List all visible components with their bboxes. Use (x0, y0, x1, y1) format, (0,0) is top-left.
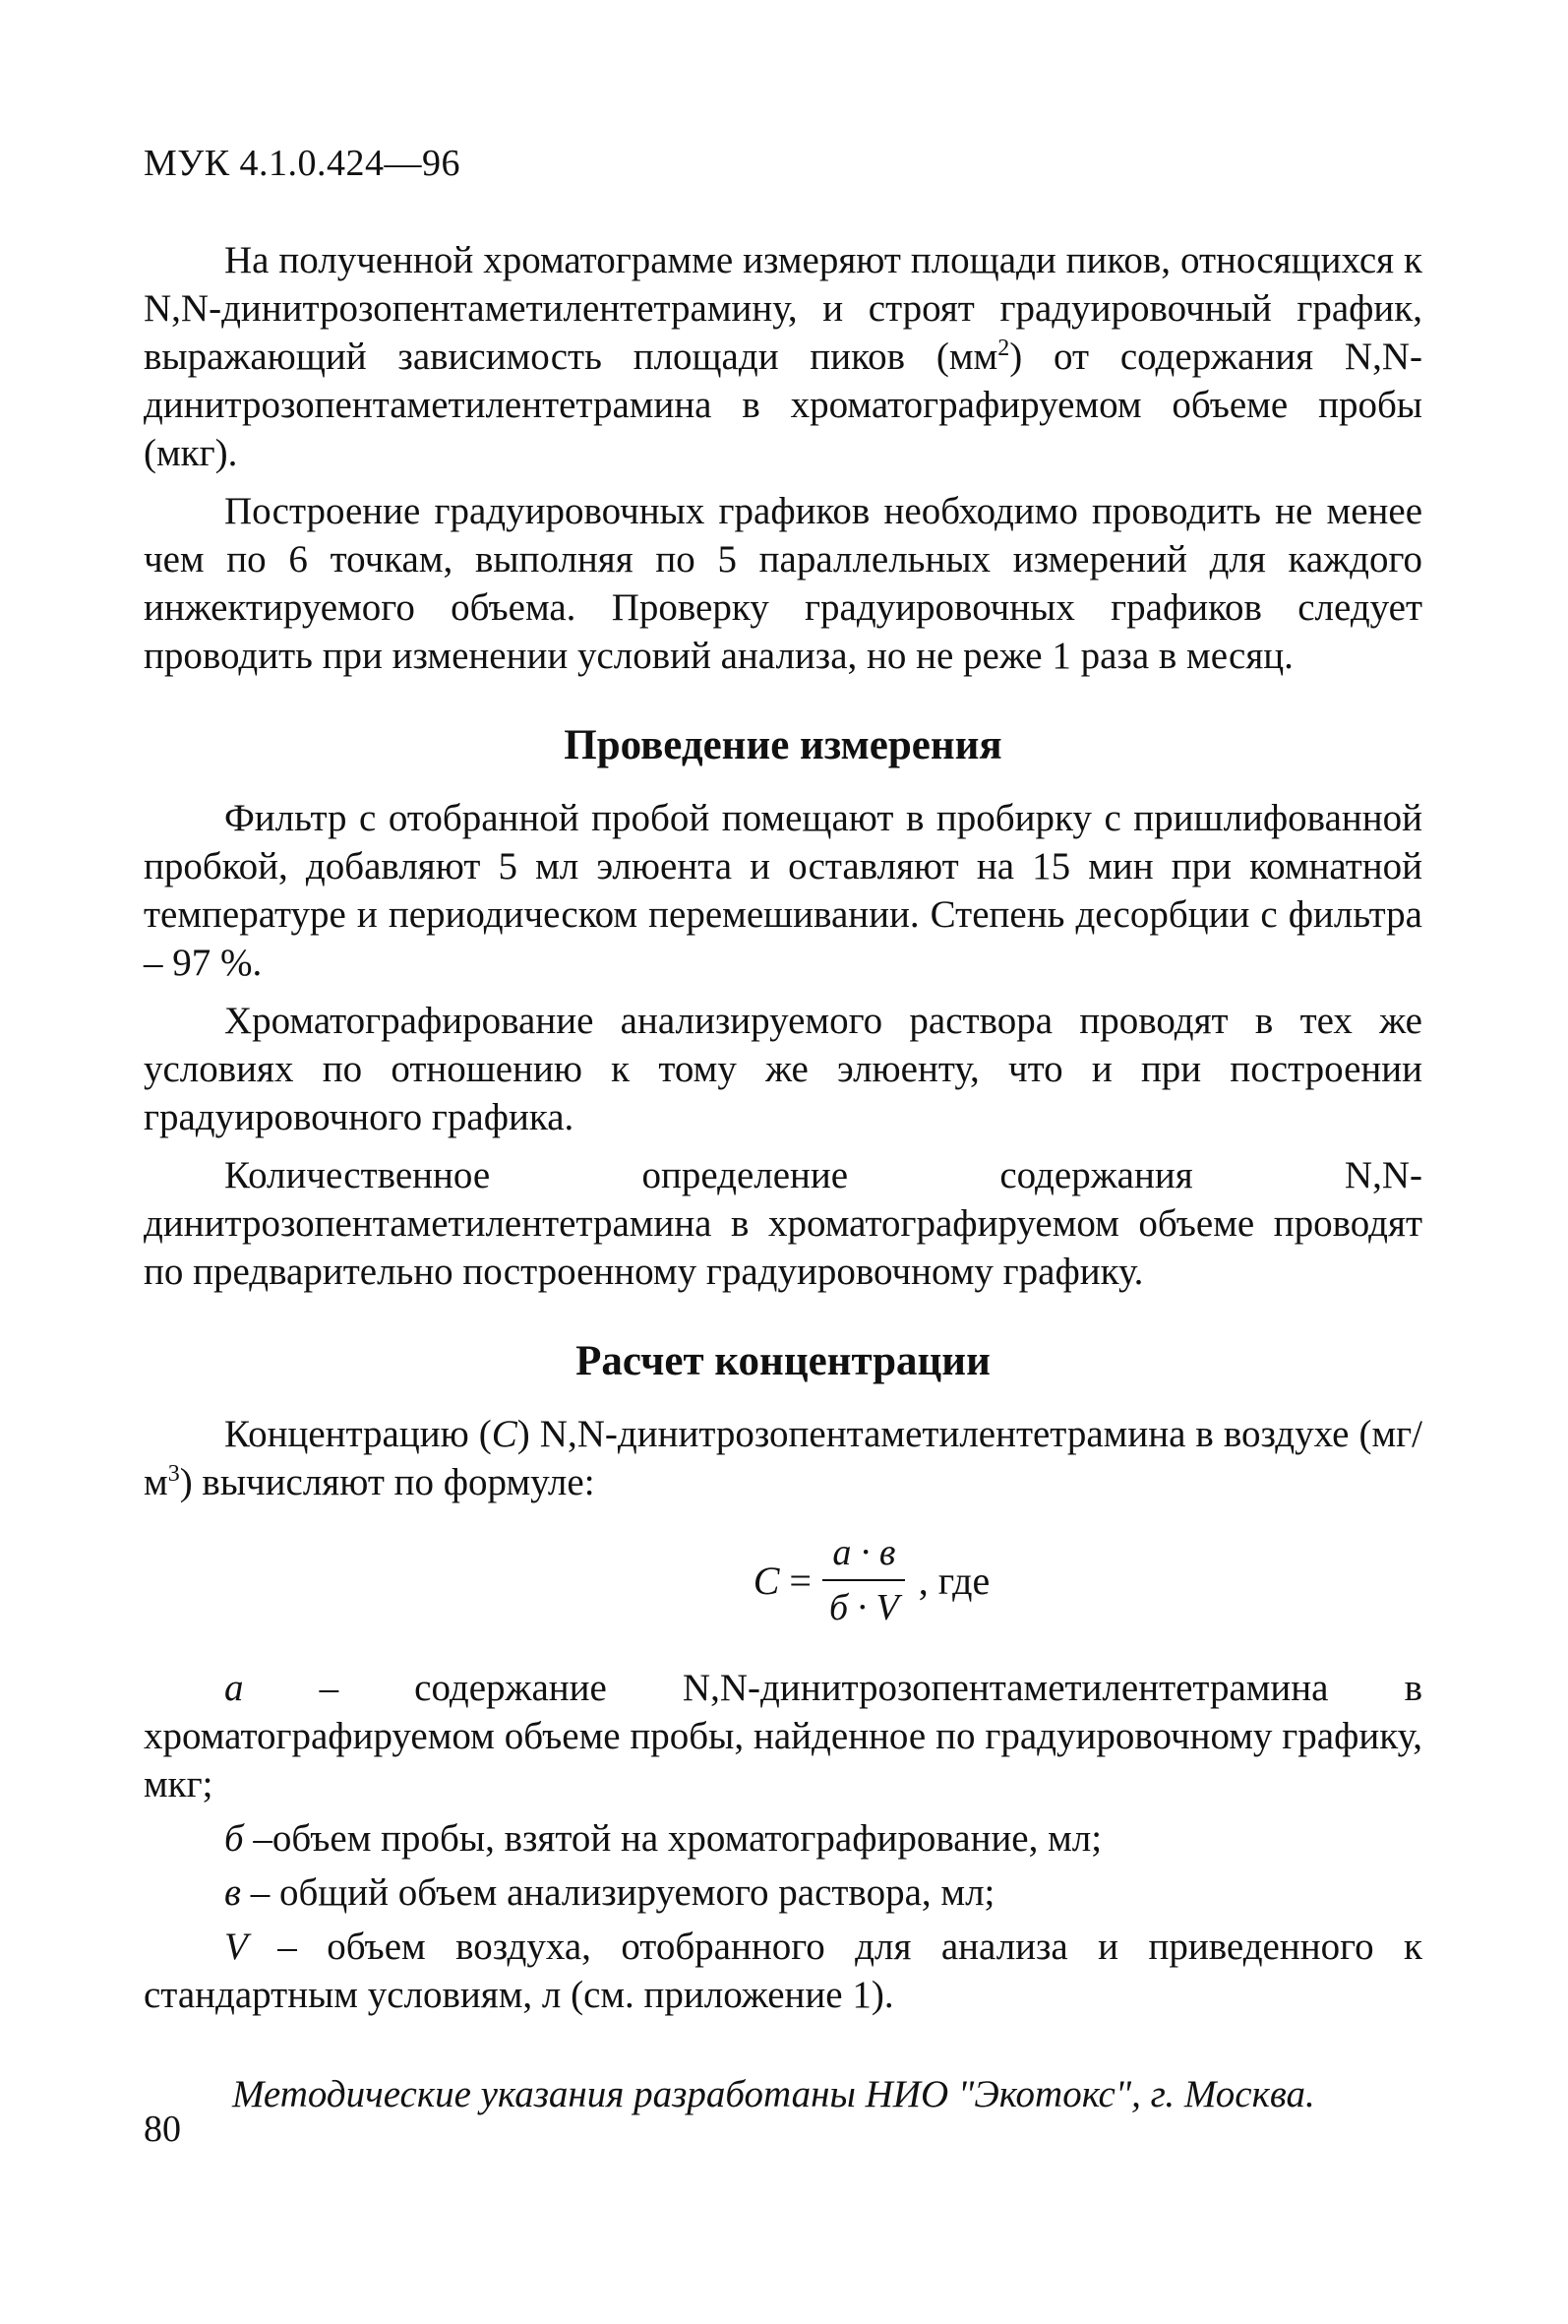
concentration-formula (754, 1530, 991, 1630)
legend-item (144, 1868, 1422, 1917)
page-content (144, 236, 1422, 2128)
legend-text: – общий объем анализируемого раствора, мл; (240, 1871, 995, 1914)
page-number: 80 (144, 2109, 181, 2150)
paragraph-quantitative: Количественное определение содержания N,N-динитрозопентаметилентетрамина в хроматографируемом объеме проводят по предварительно построенному градуировочному графику. (144, 1154, 1422, 1293)
legend-text: –объем пробы, взятой на хроматографирование, мл; (243, 1817, 1103, 1860)
legend-item (144, 1664, 1422, 1808)
document-code: МУК 4.1.0.424—96 (144, 143, 461, 184)
legend-text: – объем воздуха, отобранного для анализа и приведенного к стандартным условиям, л (см. приложение 1). (144, 1926, 1422, 2016)
paragraph-chromatography: Хроматографирование анализируемого раствора проводят в тех же условиях по отношению к тому же элюенту, что и при построении градуировочного графика. (144, 1000, 1422, 1138)
paragraph-text: ) N,N-динитрозопентаметилентетрамина в воздухе (мг/м (144, 1413, 1422, 1503)
legend-variable: а (224, 1667, 244, 1709)
paragraph-text: На полученной хроматограмме измеряют площади пиков, относящихся к N,N-динитрозопентаметилентетрамину, и строят градуировочный график, выражающий зависимость площади пиков (мм (144, 239, 1422, 378)
paragraph-filter: Фильтр с отобранной пробой помещают в пробирку с пришлифованной пробкой, добавляют 5 мл элюента и оставляют на 15 мин при комнатной температуре и периодическом перемешивании. Степень десорбции с фильтра – 97 %. (144, 797, 1422, 984)
variable-c: С (491, 1413, 517, 1455)
legend-variable: в (224, 1871, 241, 1914)
formula-suffix: , где (918, 1558, 991, 1603)
paragraph-text: ) вычисляют по формуле: (179, 1461, 595, 1503)
legend-variable: V (224, 1926, 248, 1968)
paragraph-peak-areas (144, 236, 1422, 477)
section-heading-measurement: Проведение измерения (564, 722, 1002, 768)
formula-equals: = (789, 1558, 812, 1603)
paragraph-calibration: Построение градуировочных графиков необходимо проводить не менее чем по 6 точкам, выполняя по 5 параллельных измерений для каждого инжектируемого объема. Проверку градуировочных графиков следует проводить при изменении условий анализа, но не реже 1 раза в месяц. (144, 490, 1422, 677)
formula-lhs: С (753, 1558, 780, 1603)
formula-fraction (819, 1530, 909, 1630)
formula-block (144, 1530, 1422, 1630)
legend-text: – содержание N,N-динитрозопентаметилентетрамина в хроматографируемом объеме пробы, найденное по градуировочному графику, мкг; (144, 1667, 1422, 1805)
formula-denominator: б · V (828, 1587, 899, 1628)
paragraph-concentration-intro (144, 1410, 1422, 1506)
formula-legend (144, 1664, 1422, 2019)
formula-numerator: а · в (822, 1530, 905, 1581)
legend-item (144, 1814, 1422, 1863)
section-heading-calculation: Расчет концентрации (575, 1338, 991, 1384)
paragraph-text: ) от содержания N,N-динитрозопентаметилентетрамина в хроматографируемом объеме пробы (мкг). (144, 336, 1422, 474)
paragraph-text: Концентрацию ( (224, 1413, 492, 1455)
superscript: 3 (167, 1461, 180, 1487)
legend-variable: б (224, 1817, 244, 1860)
superscript: 2 (997, 336, 1010, 361)
authorship-note: Методические указания разработаны НИО "Экотокс", г. Москва. (232, 2073, 1315, 2115)
legend-item (144, 1923, 1422, 2019)
